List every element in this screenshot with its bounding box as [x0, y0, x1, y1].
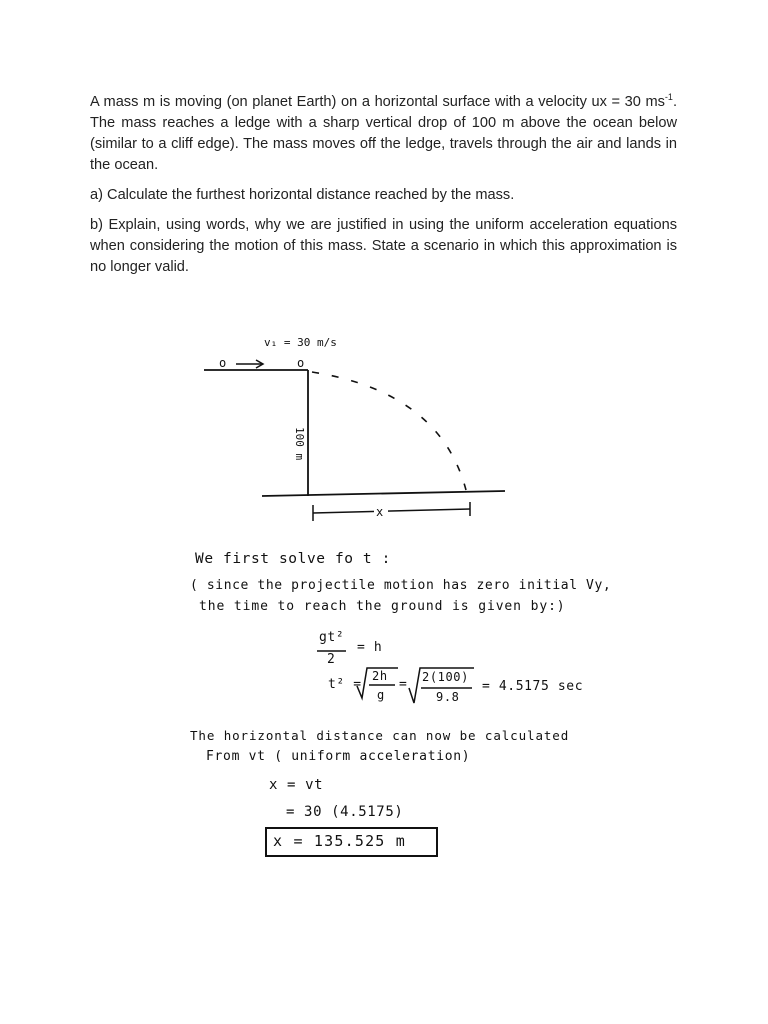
eq1-rhs: = h [357, 640, 383, 655]
height-label: 100 m [293, 427, 306, 461]
part-b-question: b) Explain, using words, why we are justified in using the uniform acceleration equations when considering the motion of this mass. State a scenario in which this approximation is no longer valid. [90, 217, 677, 275]
solution-line-2: ( since the projectile motion has zero initial Vy, [190, 578, 612, 593]
eq4-substitution: = 30 (4.5175) [286, 804, 404, 820]
eq2-result: = 4.5175 sec [482, 679, 584, 694]
eq2-frac2-denominator: 9.8 [436, 690, 460, 704]
eq3-x-equals-vt: x = vt [269, 777, 324, 793]
eq1-denominator: 2 [327, 652, 336, 667]
eq2-frac2-numerator: 2(100) [422, 670, 469, 684]
intro-text-continued: . The mass reaches a ledge with a sharp vertical drop of 100 m above the ocean below (similar to a cliff edge). The mass moves off the ledge, travels through the air and lands in the ocean. [90, 94, 677, 173]
velocity-label: v₁ = 30 m/s [264, 336, 337, 349]
distance-label: x [376, 505, 384, 519]
part-a-question: a) Calculate the furthest horizontal distance reached by the mass. [90, 187, 515, 203]
intro-superscript: -1 [664, 92, 673, 103]
start-marker: o [219, 356, 227, 370]
eq2-lhs: t² = [328, 677, 362, 692]
edge-marker: o [297, 356, 305, 370]
final-answer: x = 135.525 m [273, 832, 406, 850]
eq1-numerator: gt² [319, 630, 345, 645]
intro-text: A mass m is moving (on planet Earth) on a horizontal surface with a velocity ux = 30 ms [90, 94, 665, 110]
eq2-equals: = [399, 677, 408, 692]
solution-line-4: The horizontal distance can now be calculated [190, 728, 570, 743]
solution-line-1: We first solve fo t : [195, 551, 391, 567]
trajectory-path [312, 372, 466, 490]
distance-dimension-line [313, 509, 470, 513]
solution-line-5: From vt ( uniform acceleration) [206, 749, 471, 764]
eq2-frac1-numerator: 2h [372, 669, 388, 683]
solution-line-3: the time to reach the ground is given by:) [199, 599, 566, 614]
ocean-surface [262, 491, 505, 496]
eq2-frac1-denominator: g [377, 688, 385, 702]
